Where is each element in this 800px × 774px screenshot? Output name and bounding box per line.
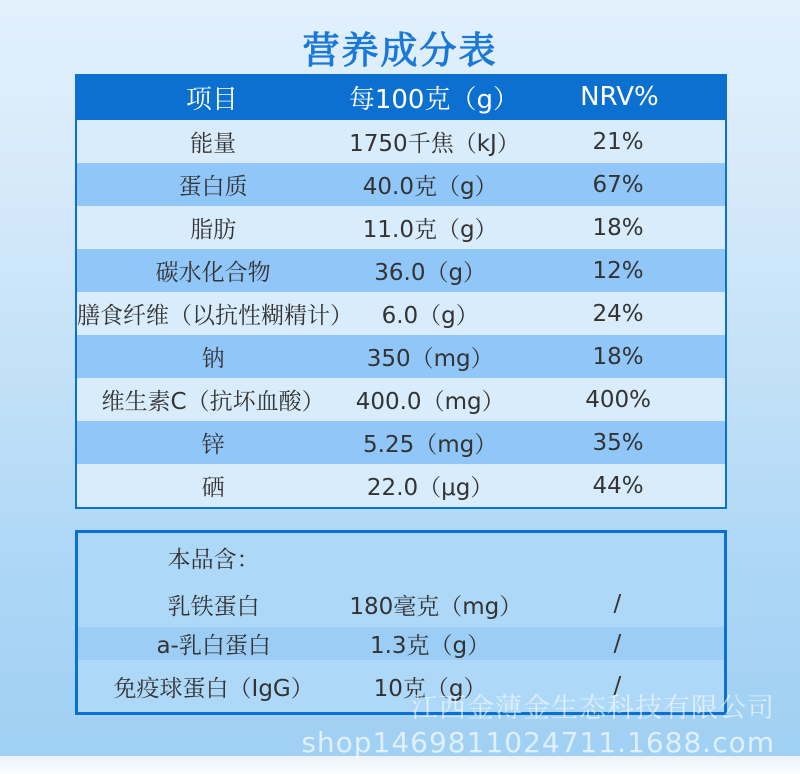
cell-amount-value: 10克（g） xyxy=(373,675,487,702)
cell-amount-value: 6.0（g） xyxy=(381,303,479,329)
cell-amount-value: 400.0（mg） xyxy=(355,389,505,415)
table-row xyxy=(77,249,725,292)
cell-item-name: 锌 xyxy=(201,432,225,458)
cell-nrv-value: 400% xyxy=(585,386,651,413)
contains-table-body xyxy=(78,581,724,712)
cell-amount-value: 1750千焦（kJ） xyxy=(349,131,520,157)
cell-nrv-value: 12% xyxy=(592,257,644,284)
table-row xyxy=(77,206,725,249)
cell-item-name: 碳水化合物 xyxy=(155,260,271,286)
cell-nrv-value: 67% xyxy=(592,171,644,198)
contains-table-header-row xyxy=(78,533,724,581)
cell-amount-value: 5.25（mg） xyxy=(363,432,498,458)
cell-item-name: 脂肪 xyxy=(190,217,237,243)
table-row xyxy=(77,421,725,464)
contains-header-label: 本品含： xyxy=(167,546,260,573)
cell-amount-value: 350（mg） xyxy=(366,346,494,372)
cell-nrv-value: / xyxy=(613,630,622,657)
watermark-shop-url: shop1469811024711.1688.com xyxy=(301,726,775,759)
cell-item-name: 蛋白质 xyxy=(178,174,248,200)
page-title: 营养成分表 xyxy=(302,29,498,72)
cell-nrv-value: 21% xyxy=(592,128,644,155)
bottom-edge-strip xyxy=(0,756,800,774)
cell-item-name: 维生素C（抗坏血酸） xyxy=(101,389,325,415)
cell-item-name: 钠 xyxy=(201,346,225,372)
cell-nrv-value: 44% xyxy=(592,472,644,499)
cell-amount-value: 36.0（g） xyxy=(374,260,487,286)
watermark-company-name: 江西金薄金生态科技有限公司 xyxy=(411,693,775,724)
cell-item-name: 乳铁蛋白 xyxy=(167,593,260,620)
header-item-column: 项目 xyxy=(185,84,238,115)
cell-item-name: 能量 xyxy=(190,131,237,157)
cell-amount-value: 180毫克（mg） xyxy=(349,593,523,620)
table-row xyxy=(77,292,725,335)
nutrition-table-body xyxy=(77,120,725,507)
contains-table xyxy=(75,530,727,715)
table-row xyxy=(78,660,724,712)
table-row xyxy=(77,464,725,507)
table-row xyxy=(77,378,725,421)
cell-item-name: 膳食纤维（以抗性糊精计） xyxy=(77,303,353,329)
cell-amount-value: 1.3克（g） xyxy=(369,633,491,659)
table-row xyxy=(78,581,724,627)
cell-nrv-value: 35% xyxy=(592,429,644,456)
cell-item-name: 硒 xyxy=(201,475,225,501)
cell-nrv-value: 18% xyxy=(592,214,644,241)
cell-amount-value: 22.0（μg） xyxy=(366,475,494,501)
table-row xyxy=(77,163,725,206)
cell-item-name: a-乳白蛋白 xyxy=(156,633,271,659)
table-row xyxy=(77,335,725,378)
table-row xyxy=(78,627,724,660)
cell-nrv-value: 24% xyxy=(592,300,644,327)
nutrition-table xyxy=(75,74,727,509)
header-nrv-column: NRV% xyxy=(580,82,659,112)
cell-amount-value: 11.0克（g） xyxy=(362,217,498,243)
cell-nrv-value: 18% xyxy=(592,343,644,370)
nutrition-table-header-row xyxy=(75,74,727,120)
cell-amount-value: 40.0克（g） xyxy=(362,174,498,200)
table-row xyxy=(77,120,725,163)
header-per-100g-column: 每100克（g） xyxy=(348,84,519,115)
cell-nrv-value: / xyxy=(613,673,622,699)
cell-item-name: 免疫球蛋白（IgG） xyxy=(113,675,314,702)
cell-nrv-value: / xyxy=(613,591,622,617)
